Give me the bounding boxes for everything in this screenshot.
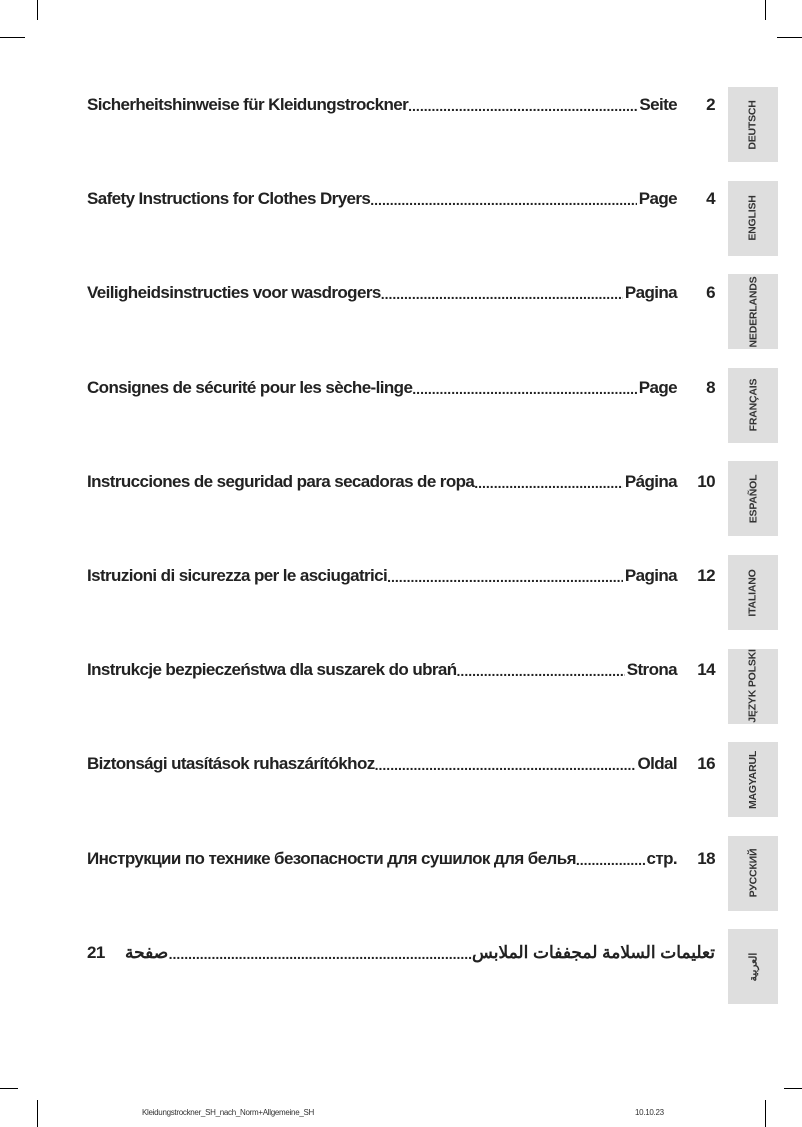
page-label: Seite	[639, 95, 677, 114]
language-tab	[728, 368, 778, 443]
language-tab-label: ESPAÑOL	[746, 474, 759, 524]
language-tab	[728, 742, 778, 817]
page-label: Strona	[626, 660, 677, 680]
leader-dots	[457, 662, 625, 680]
footer-filename: Kleidungstrockner_SH_nach_Norm+Allgemeine_SH	[142, 1108, 315, 1117]
toc-entry[interactable]	[87, 656, 715, 680]
page-number: 6	[706, 283, 715, 303]
toc-entry[interactable]	[87, 91, 715, 115]
toc-entry[interactable]	[87, 279, 715, 303]
toc-entry[interactable]	[87, 468, 715, 492]
toc-entry[interactable]	[87, 939, 715, 963]
page-number: 8	[706, 377, 715, 397]
language-tab	[728, 181, 778, 256]
page-number: 4	[706, 189, 715, 209]
page-number: 21	[87, 942, 105, 962]
toc-entry-title: Biztonsági utasítások ruhaszárítókhoz	[87, 754, 375, 774]
page-number: 18	[697, 848, 715, 868]
crop-mark	[37, 1100, 38, 1127]
leader-dots	[408, 97, 637, 115]
page-label: Pagina	[624, 283, 677, 303]
crop-mark	[784, 1088, 802, 1089]
page-label: Página	[624, 471, 677, 491]
toc-entry-title: Sicherheitshinweise für Kleidungstrockner	[87, 95, 409, 114]
page-number: 12	[697, 566, 715, 585]
leader-dots	[168, 945, 472, 963]
leader-dots	[381, 285, 623, 303]
language-tab	[728, 929, 778, 1004]
language-tab	[728, 461, 778, 536]
page-label: Page	[638, 377, 677, 397]
footer-date: 10.10.23	[635, 1108, 664, 1117]
toc-entry-title: Инструкции по технике безопасности для сушилок для белья	[87, 848, 576, 868]
language-tab-label: JĘZYK POLSKI	[747, 649, 760, 723]
page-number: 16	[697, 754, 715, 774]
language-tab-label: ENGLISH	[747, 195, 759, 241]
page-label: صفحة	[125, 942, 169, 962]
language-tab-label: DEUTSCH	[746, 99, 759, 150]
toc-entry-title: Istruzioni di sicurezza per le asciugatrici	[87, 566, 388, 585]
language-tab-label: NEDERLANDS	[747, 276, 760, 348]
crop-mark	[37, 0, 38, 20]
page-label: Page	[638, 189, 677, 209]
toc-entry-title: Consignes de sécurité pour les sèche-linge	[87, 377, 413, 397]
page-number: 2	[706, 95, 715, 114]
toc-entry-title: تعليمات السلامة لمجففات الملابس	[472, 942, 715, 962]
leader-dots	[375, 756, 636, 774]
language-tab-label: العربية	[746, 952, 759, 982]
toc-entry[interactable]	[87, 562, 715, 586]
page-label: Oldal	[637, 754, 677, 774]
toc-entry[interactable]	[87, 845, 715, 869]
toc-entry-title: Instrucciones de seguridad para secadoras de ropa	[87, 471, 475, 491]
page-label: Pagina	[624, 566, 677, 585]
toc-entry[interactable]	[87, 750, 715, 774]
leader-dots	[387, 568, 623, 586]
crop-mark	[765, 1100, 766, 1127]
page-number: 14	[697, 660, 715, 680]
toc-entry[interactable]	[87, 185, 715, 209]
language-tab-label: ITALIANO	[746, 568, 759, 617]
language-tab	[728, 555, 778, 630]
leader-dots	[474, 474, 623, 492]
page-number: 10	[697, 471, 715, 491]
language-tab	[728, 87, 778, 162]
crop-mark	[0, 37, 25, 38]
toc-entry-title: Safety Instructions for Clothes Dryers	[87, 189, 371, 209]
page-label: стр.	[646, 848, 677, 868]
toc-entry-title: Instrukcje bezpieczeństwa dla suszarek do ubrań	[87, 660, 457, 680]
language-tab	[728, 836, 778, 911]
language-tab	[728, 274, 778, 349]
toc-entry[interactable]	[87, 374, 715, 398]
language-tab	[728, 649, 778, 724]
crop-mark	[0, 1088, 18, 1089]
language-tab-label: FRANÇAIS	[747, 378, 759, 432]
leader-dots	[576, 851, 645, 869]
crop-mark	[765, 0, 766, 20]
language-tab-label: РУССКИЙ	[746, 848, 759, 898]
language-tab-label: MAGYARUL	[747, 750, 760, 809]
toc-entry-title: Veiligheidsinstructies voor wasdrogers	[87, 283, 381, 303]
crop-mark	[777, 37, 802, 38]
leader-dots	[412, 380, 636, 398]
leader-dots	[370, 191, 636, 209]
